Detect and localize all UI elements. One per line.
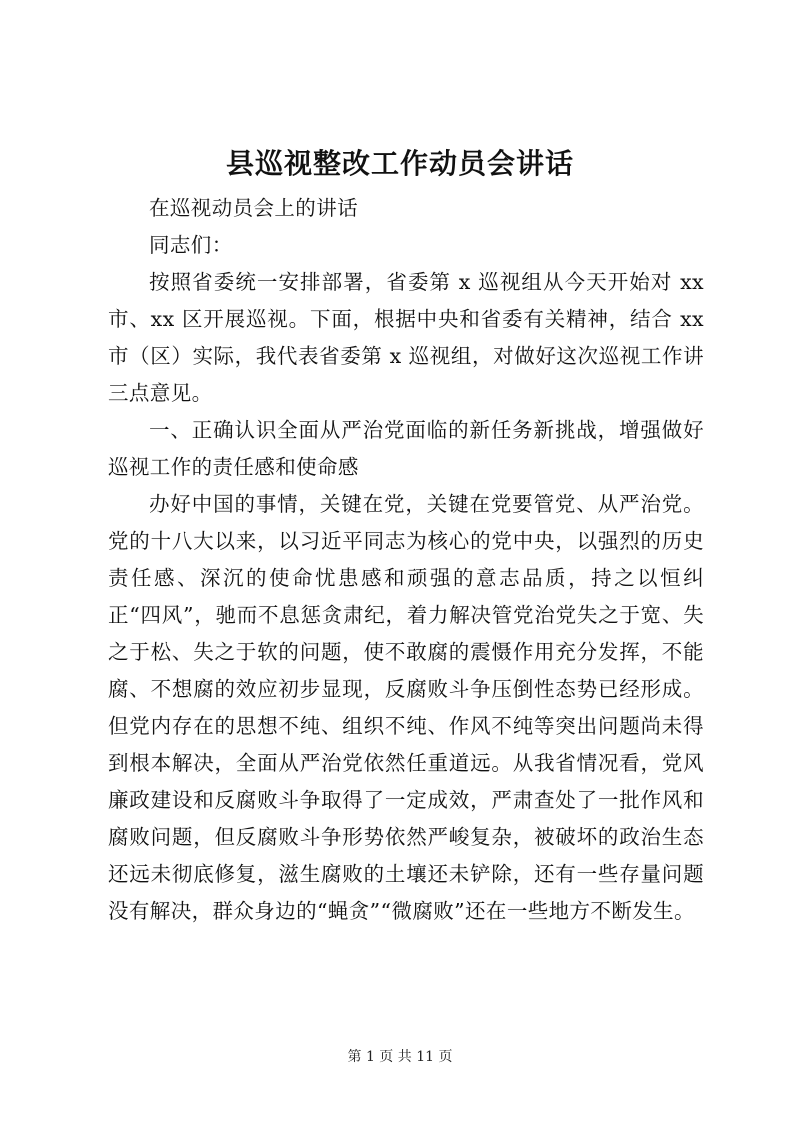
speech-heading: 在巡视动员会上的讲话 [149, 196, 358, 220]
section-heading: 一、正确认识全面从严治党面临的新任务新挑战，增强做好巡视工作的责任感和使命感 [108, 418, 704, 479]
salutation: 同志们： [149, 233, 233, 257]
page-footer: 第 1 页 共 11 页 [347, 1049, 453, 1065]
document-body [108, 190, 704, 930]
document-title: 县巡视整改工作动员会讲话 [225, 147, 574, 180]
body-paragraph: 办好中国的事情，关键在党，关键在党要管党、从严治党。党的十八大以来，以习近平同志为核心的党中央，以强烈的历史责任感、深沉的使命忧患感和顽强的意志品质，持之以恒纠正“四风”，驰而不息惩贪肃纪，着力解决管党治党失之于宽、失之于松、失之于软的问题，使不敢腐的震慑作用充分发挥，不能腐、不想腐的效应初步显现，反腐败斗争压倒性态势已经形成。但党内存在的思想不纯、组织不纯、作风不纯等突出问题尚未得到根本解决，全面从严治党依然任重道远。从我省情况看，党风廉政建设和反腐败斗争取得了一定成效，严肃查处了一批作风和腐败问题，但反腐败斗争形势依然严峻复杂，被破坏的政治生态还远未彻底修复，滋生腐败的土壤还未铲除，还有一些存量问题没有解决，群众身边的“蝇贪”“微腐败”还在一些地方不断发生。 [108, 492, 704, 923]
intro-paragraph: 按照省委统一安排部署，省委第 x 巡视组从今天开始对 xx 市、xx 区开展巡视。下面，根据中央和省委有关精神，结合 xx 市（区）实际，我代表省委第 x 巡视组，对做好这次巡视工作讲三点意见。 [108, 270, 704, 405]
